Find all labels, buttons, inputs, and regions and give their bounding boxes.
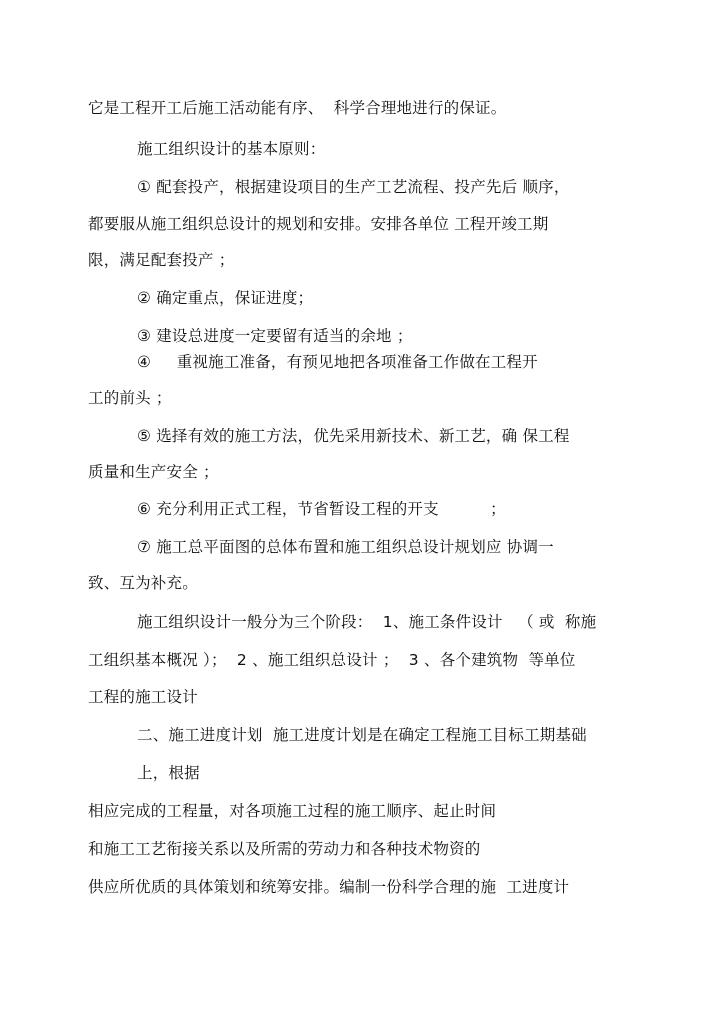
text-line: 都要服从施工组织总设计的规划和安排。安排各单位 工程开竣工期 [88,215,549,233]
text-line: ⑤ 选择有效的施工方法，优先采用新技术、新工艺，确 保工程 [137,427,570,445]
text-line: 致、互为补充。 [88,574,198,592]
text-line: 施工组织设计一般分为三个阶段： 1、施工条件设计 （ 或 称施 [137,613,597,631]
text-line: ② 确定重点，保证进度； [137,289,314,307]
text-line: 工组织基本概况 ）； 2 、施工组织总设计 ； 3 、各个建筑物 等单位 [88,651,576,669]
text-line: 相应完成的工程量，对各项施工过程的施工顺序、起止时间 [88,802,497,820]
text-line: 限，满足配套投产 ； [88,251,235,269]
text-line: ① 配套投产，根据建设项目的生产工艺流程、投产先后 顺序， [137,178,570,196]
text-line: ③ 建设总进度一定要留有适当的余地 ； [137,327,413,345]
text-line: 和施工工艺衔接关系以及所需的劳动力和各种技术物资的 [88,840,481,858]
text-line: 供应所优质的具体策划和统筹安排。编制一份科学合理的施 工进度计 [88,878,570,896]
text-line: 上，根据 [137,764,200,782]
text-line: ⑦ 施工总平面图的总体布置和施工组织总设计规划应 协调一 [137,538,554,556]
text-line: 施工组织设计的基本原则： [137,140,326,158]
text-line: 工的前头 ； [88,389,172,407]
text-line: 工程的施工设计 [88,688,198,706]
text-line: ⑥ 充分利用正式工程，节省暂设工程的开支 ； [137,500,506,518]
text-line: 质量和生产安全 ； [88,463,219,481]
text-line: 二、施工进度计划 施工进度计划是在确定工程施工目标工期基础 [137,726,587,744]
text-line: 它是工程开工后施工活动能有序、 科学合理地进行的保证。 [88,99,507,117]
text-line: ④ 重视施工准备，有预见地把各项准备工作做在工程开 [137,353,538,371]
